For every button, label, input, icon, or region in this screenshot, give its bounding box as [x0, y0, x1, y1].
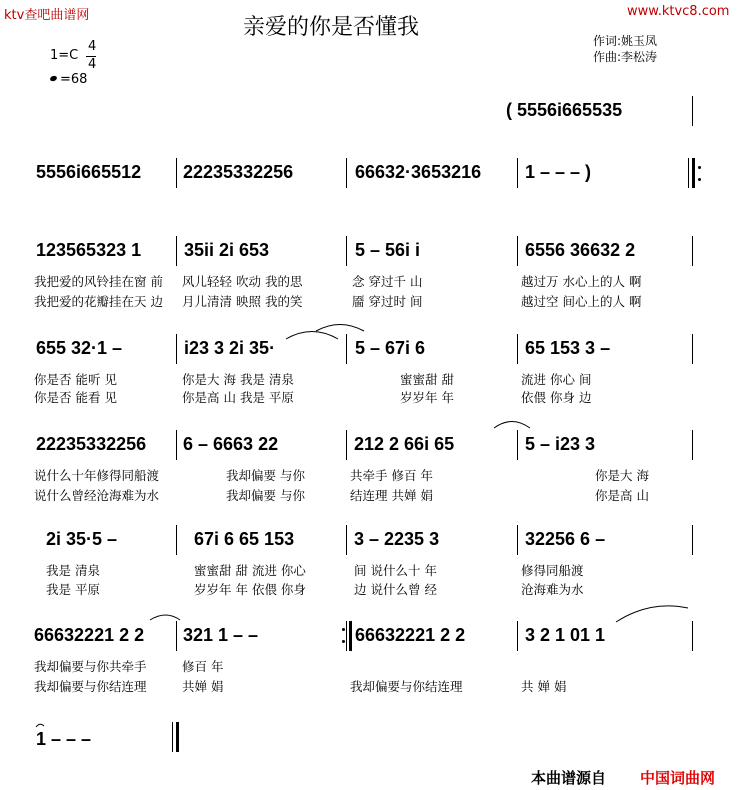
lyric-line-2: 依偎 你身 边: [521, 390, 592, 405]
lyric-line-1: 共牵手 修百 年: [350, 468, 433, 483]
lyric-line-2: 月儿清清 映照 我的笑: [182, 294, 303, 309]
measure-notes: 2i 35·5 –: [46, 529, 118, 549]
lyric-line-1: 修得同船渡: [521, 563, 584, 578]
slur: [286, 332, 338, 340]
measure-notes: 6 – 6663 22: [183, 434, 279, 454]
measure-notes: 35ii 2i 653: [184, 240, 270, 260]
lyric-line-2: 我却偏要与你结连理: [350, 679, 463, 694]
lyric-line-2: 我是 平原: [46, 582, 100, 597]
source-label: 本曲谱源自: [531, 769, 607, 787]
lyric-line-1: 你是大 海 我是 清泉: [182, 372, 294, 387]
lyric-line-2: 我却偏要 与你: [226, 488, 305, 503]
measure-notes: 65 153 3 –: [525, 338, 611, 358]
lyric-line-2: 沧海难为水: [521, 582, 584, 597]
lyric-line-1: 风儿轻轻 吹动 我的思: [182, 274, 303, 289]
lyric-line-2: 你是高 山 我是 平原: [182, 390, 294, 405]
lyricist-credit: 作词:姚玉凤: [593, 34, 658, 48]
measure-notes: 5 – 56i i: [355, 240, 421, 260]
lyric-line-2: 你是否 能看 见: [34, 390, 117, 405]
measure-notes: 212 2 66i 65: [354, 434, 455, 454]
lyric-line-2: 靥 穿过时 间: [352, 294, 423, 309]
watermark-left: ktv查吧曲谱网: [4, 8, 90, 23]
measure-notes: 3 – 2235 3: [354, 529, 440, 549]
measure-notes: 5 – 67i 6: [355, 338, 426, 358]
lyric-line-1: 你是大 海: [595, 468, 649, 483]
lyric-line-2: 说什么曾经沧海难为水: [34, 488, 160, 503]
lyric-line-2: 结连理 共婵 娟: [350, 488, 433, 503]
measure-notes: 66632221 2 2: [34, 625, 145, 645]
measure-notes: 22235332256: [183, 162, 294, 182]
lyric-line-2: 岁岁年 年: [400, 390, 454, 405]
key-signature: 1=C: [50, 48, 79, 63]
measure-notes: 5 – i23 3: [525, 434, 596, 454]
slur: [494, 422, 530, 429]
lyric-line-1: 我把爱的风铃挂在窗 前: [34, 274, 163, 289]
tempo-marking: =68: [60, 72, 88, 87]
measure-notes: 66632221 2 2: [355, 625, 466, 645]
lyric-line-2: 边 说什么曾 经: [354, 582, 437, 597]
lyric-line-1: 我是 清泉: [46, 563, 100, 578]
watermark-right: www.ktvc8.com: [627, 4, 730, 19]
source-site-link[interactable]: 中国词曲网: [640, 769, 716, 787]
lyric-line-2: 岁岁年 年 依偎 你身: [194, 582, 306, 597]
measure-notes: 1 – – – ): [525, 162, 592, 182]
measure-notes: 321 1 – –: [183, 625, 259, 645]
measure-notes: 1 – – –: [36, 729, 92, 749]
measure-notes: i23 3 2i 35·: [184, 338, 276, 358]
lyric-line-2: 共 婵 娟: [521, 679, 567, 694]
measure-notes: 5556i665512: [36, 162, 142, 182]
lyric-line-2: 越过空 间心上的人 啊: [521, 294, 642, 309]
slur: [150, 615, 180, 620]
lyric-line-1: 我却偏要与你共牵手: [34, 659, 147, 674]
measure-notes: 123565323 1: [36, 240, 142, 260]
measure-notes: 32256 6 –: [525, 529, 606, 549]
measure-notes: 655 32·1 –: [36, 338, 123, 358]
measure-notes: 22235332256: [36, 434, 147, 454]
lyric-line-1: 修百 年: [182, 659, 224, 674]
lyric-line-1: 蜜蜜甜 甜 流进 你心: [194, 563, 306, 578]
lyric-line-1: 你是否 能听 见: [34, 372, 117, 387]
slur: [316, 325, 364, 332]
song-title: 亲爱的你是否懂我: [243, 15, 420, 40]
slur: [36, 724, 44, 727]
lyric-line-1: 流进 你心 间: [521, 372, 592, 387]
lyric-line-1: 越过万 水心上的人 啊: [521, 274, 642, 289]
composer-credit: 作曲:李松涛: [593, 50, 658, 64]
measure-notes: 66632·3653216: [355, 162, 482, 182]
slur: [616, 606, 688, 622]
lyric-line-1: 间 说什么十 年: [354, 563, 437, 578]
lyric-line-1: 说什么十年修得同船渡: [34, 468, 160, 483]
lyric-line-2: 你是高 山: [595, 488, 649, 503]
measure-notes: 6556 36632 2: [525, 240, 636, 260]
lyric-line-2: 我把爱的花瓣挂在天 边: [34, 294, 163, 309]
lyric-line-2: 共婵 娟: [182, 679, 224, 694]
intro-notes: ( 5556i665535: [506, 100, 623, 120]
lyric-line-1: 蜜蜜甜 甜: [400, 372, 454, 387]
time-signature-bottom: 4: [88, 57, 97, 72]
time-signature-top: 4: [88, 39, 97, 54]
measure-notes: 67i 6 65 153: [194, 529, 295, 549]
lyric-line-1: 我却偏要 与你: [226, 468, 305, 483]
measure-notes: 3 2 1 01 1: [525, 625, 606, 645]
lyric-line-2: 我却偏要与你结连理: [34, 679, 147, 694]
lyric-line-1: 念 穿过千 山: [352, 274, 423, 289]
